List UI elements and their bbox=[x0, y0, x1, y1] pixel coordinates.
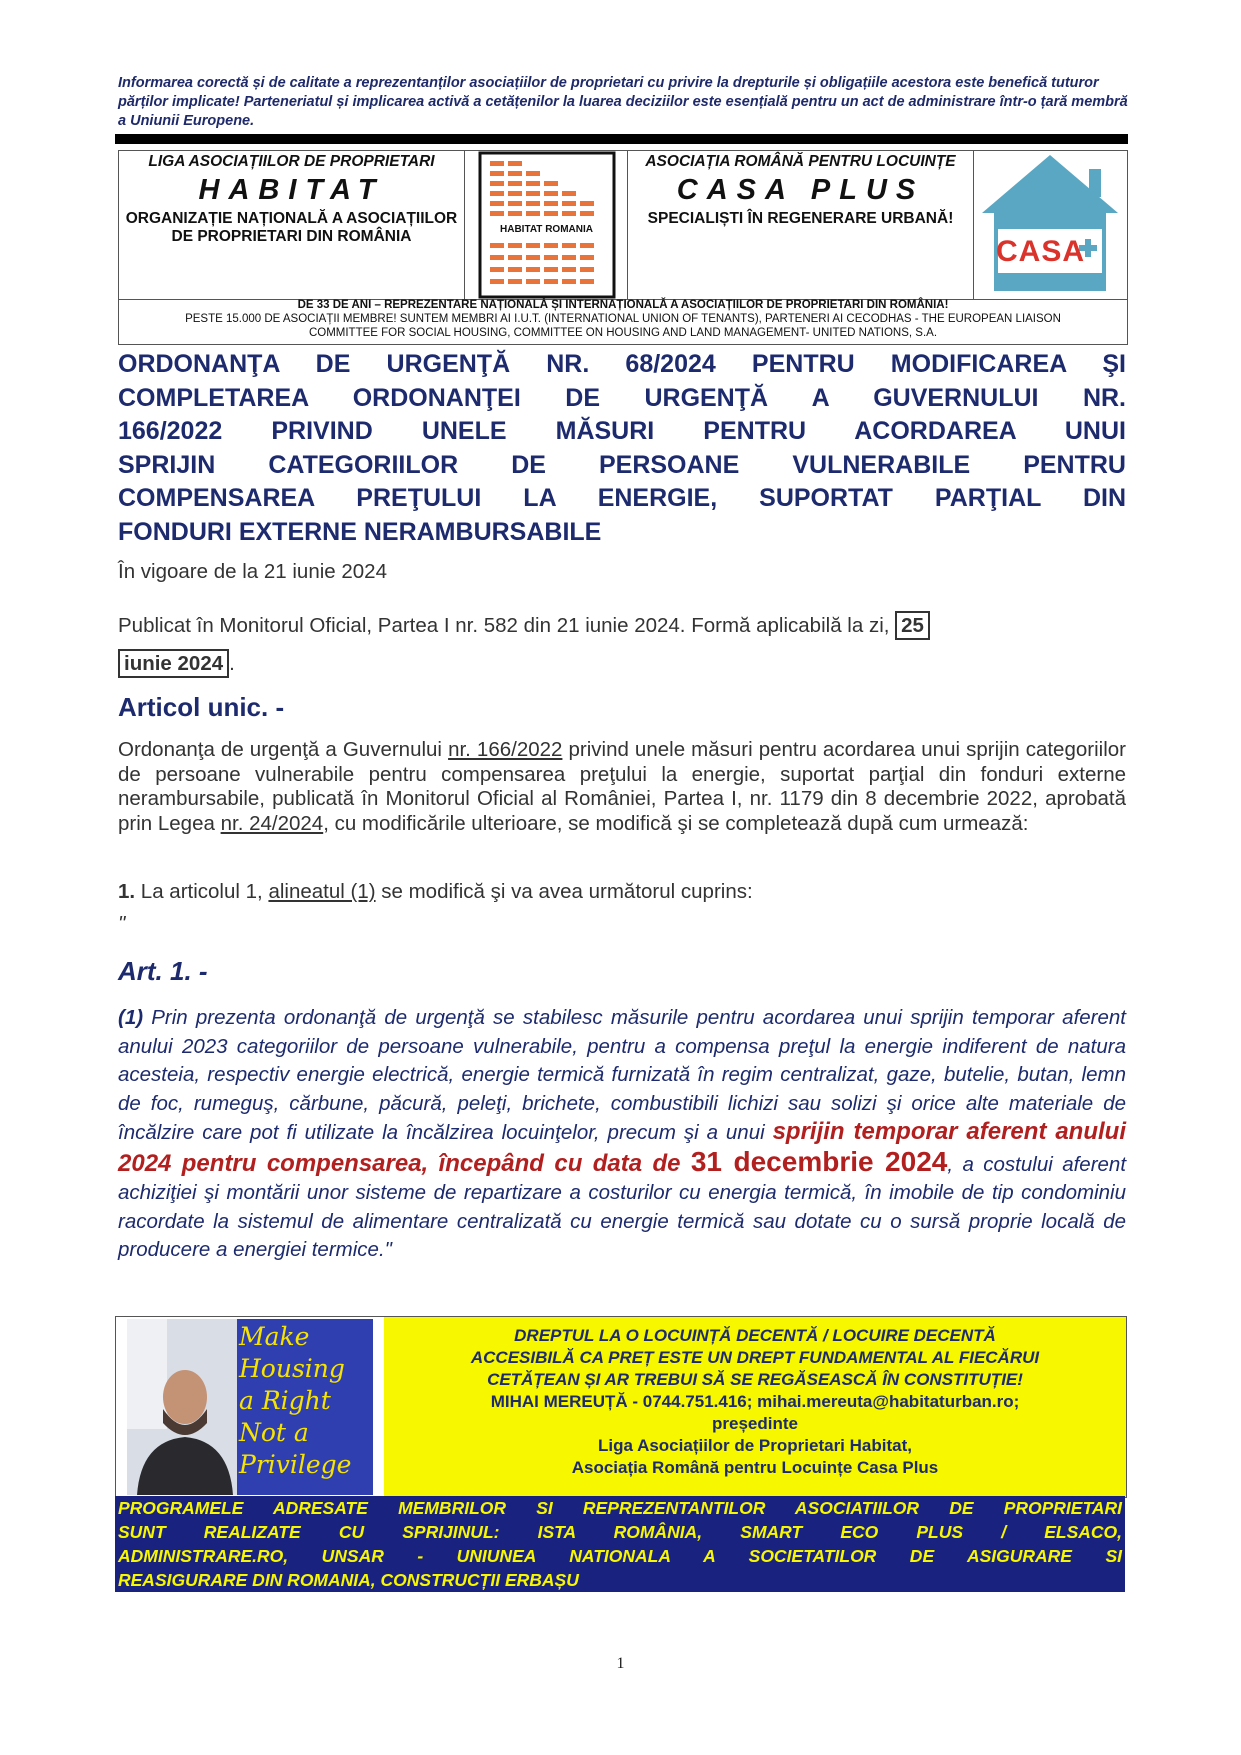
footer-box bbox=[115, 1316, 1127, 1498]
header-box bbox=[118, 150, 1128, 300]
date-box-day: 25 bbox=[895, 611, 930, 640]
representation-banner bbox=[118, 298, 1128, 345]
art1-highlight: sprijin temporar aferent anului 2024 pentru compensarea, începând cu data de bbox=[118, 1118, 1126, 1177]
point-1 bbox=[118, 880, 753, 905]
photo-caption: Privilege bbox=[239, 1450, 352, 1479]
casaplus-logo bbox=[974, 151, 1127, 299]
article-body bbox=[118, 738, 1126, 836]
yellow-line: Liga Asociațiilor de Proprietari Habitat, bbox=[598, 1436, 912, 1455]
casaplus-sub: SPECIALIȘTI ÎN REGENERARE URBANĂ! bbox=[647, 210, 954, 227]
housing-right-box bbox=[384, 1317, 1126, 1497]
page-number: 1 bbox=[616, 1655, 625, 1672]
article-text: Ordonanţa de urgenţă a Guvernului bbox=[118, 738, 449, 761]
yellow-line: Asociația Română pentru Locuințe Casa Plus bbox=[571, 1458, 939, 1477]
photo-caption: Make bbox=[239, 1322, 310, 1351]
art1-body bbox=[118, 1004, 1126, 1265]
title-line: ORDONANŢA DE URGENŢĂ NR. 68/2024 PENTRU MODIFICAREA ŞI bbox=[118, 350, 1126, 378]
title-line: FONDURI EXTERNE NERAMBURSABILE bbox=[118, 517, 602, 546]
person-photo-icon bbox=[127, 1319, 237, 1495]
photo-caption: a Right bbox=[239, 1386, 331, 1415]
casaplus-line1: ASOCIAȚIA ROMÂNĂ PENTRU LOCUINȚE bbox=[645, 153, 956, 170]
art1-text: , a costului aferent achiziţiei şi montării unor sisteme de repartizare a costurilor cu energia termică, în imobile de tip condominiu racordate la sistemul de alimentare centralizată cu energie termică sau dotate cu o sursă proprie locală de producere a energiei termice." bbox=[118, 1152, 1127, 1261]
article-heading: Articol unic. - bbox=[118, 692, 285, 722]
yellow-line: CETĂȚEAN ȘI AR TREBUI SĂ SE REGĂSEASCĂ ÎN CONSTITUȚIE! bbox=[487, 1370, 1023, 1389]
title-line: SPRIJIN CATEGORIILOR DE PERSOANE VULNERABILE PENTRU bbox=[118, 450, 1126, 479]
banner-bold: DE 33 DE ANI – REPREZENTARE NAȚIONALĂ ȘI INTERNAȚIONALĂ A ASOCIAȚIILOR DE PROPRIETARI DIN ROMÂNIA! bbox=[297, 299, 949, 311]
campaign-photo bbox=[127, 1319, 373, 1495]
intro-note: Informarea corectă și de calitate a reprezentanților asociațiilor de proprietari cu privire la drepturile și obligațiile acestora este benefică tuturor părților implicate! Parteneriatul și implicarea activă a cetățenilor la luarea deciziilor este esențială pentru un act de administrare într-o țară membră a Uniunii Europene. bbox=[118, 75, 1128, 129]
title-line: 166/2022 PRIVIND UNELE MĂSURI PENTRU ACORDAREA UNUI bbox=[118, 417, 1126, 445]
point-number: 1. bbox=[118, 880, 136, 903]
yellow-line: președinte bbox=[712, 1414, 798, 1433]
paragraph-link[interactable]: alineatul (1) bbox=[268, 880, 376, 903]
sponsors-box bbox=[115, 1496, 1125, 1592]
point-text: La articolul 1, bbox=[135, 880, 269, 903]
law-link-24[interactable]: nr. 24/2024 bbox=[220, 811, 324, 835]
quote-mark: " bbox=[118, 912, 126, 935]
date-box-month: iunie 2024 bbox=[118, 649, 229, 678]
casaplus-name: CASA PLUS bbox=[676, 174, 925, 206]
banner-line2: PESTE 15.000 DE ASOCIAȚII MEMBRE! SUNTEM MEMBRI AI I.U.T. (INTERNATIONAL UNION OF TENANTS), PARTENERI AI CECODHAS - THE EUROPEAN LIAISON bbox=[185, 313, 1061, 325]
contact-line[interactable]: MIHAI MEREUȚĂ - 0744.751.416; mihai.mereuta@habitaturban.ro; bbox=[490, 1392, 1020, 1411]
banner-line3: COMMITTEE FOR SOCIAL HOUSING, COMMITTEE ON HOUSING AND LAND MANAGEMENT- UNITED NATIONS, S.A. bbox=[308, 327, 938, 339]
habitat-line1: LIGA ASOCIAȚIILOR DE PROPRIETARI bbox=[148, 153, 435, 170]
art1-text: Prin prezenta ordonanţă de urgenţă se stabilesc măsurile pentru acordarea unui sprijin temporar aferent anului 2023 categoriilor de persoane vulnerabile, pentru a compensa preţul la energie indiferent de natura acesteia, respectiv energie electrică, energie termică furnizată în regim centralizat, gaze, butelie, butan, lemn de foc, rumeguş, cărbune, păcură, peleţi, brichete, combustibili lichizi sau solizi şi orice alte materiale de încălzire care pot fi utilizate la încălzirea locuinţelor, precum şi a unui bbox=[118, 1006, 1126, 1144]
art1-highlight-date: 31 decembrie 2024 bbox=[690, 1145, 948, 1177]
top-divider bbox=[115, 134, 1128, 144]
publication-text: Publicat în Monitorul Oficial, Partea I nr. 582 din 21 iunie 2024. Formă aplicabilă la zi, bbox=[118, 614, 890, 637]
photo-caption: Housing bbox=[239, 1354, 345, 1383]
habitat-logo-text: HABITAT ROMANIA bbox=[500, 224, 593, 235]
law-link-166[interactable]: nr. 166/2022 bbox=[448, 738, 563, 761]
yellow-line: ACCESIBILĂ CA PREȚ ESTE UN DREPT FUNDAMENTAL AL FIECĂRUI bbox=[470, 1348, 1040, 1367]
habitat-sub: ORGANIZAȚIE NAȚIONALĂ A ASOCIAȚIILOR DE PROPRIETARI DIN ROMÂNIA bbox=[125, 210, 458, 245]
in-force-date: În vigoare de la 21 iunie 2024 bbox=[118, 560, 387, 583]
habitat-logo bbox=[465, 151, 628, 299]
casaplus-panel bbox=[628, 151, 974, 299]
yellow-line: DREPTUL LA O LOCUINȚĂ DECENTĂ / LOCUIRE DECENTĂ bbox=[514, 1326, 996, 1345]
sponsor-line: REASIGURARE DIN ROMANIA, CONSTRUCȚII ERBAȘU bbox=[118, 1570, 579, 1590]
photo-caption: Not a bbox=[239, 1418, 309, 1447]
title-line: COMPLETAREA ORDONANŢEI DE URGENŢĂ A GUVERNULUI NR. bbox=[118, 383, 1126, 412]
document-title bbox=[118, 348, 1126, 549]
art1-heading: Art. 1. - bbox=[118, 956, 208, 986]
habitat-panel bbox=[119, 151, 465, 299]
casa-logo-text: CASA bbox=[996, 235, 1086, 268]
title-line: COMPENSAREA PREŢULUI LA ENERGIE, SUPORTAT PARŢIAL DIN bbox=[118, 484, 1126, 512]
point-text: se modifică şi va avea următorul cuprins: bbox=[375, 880, 753, 903]
publication-info: Publicat în Monitorul Oficial, Partea I nr. 582 din 21 iunie 2024. Formă aplicabilă la zi, 25 iunie 2024 . bbox=[118, 607, 1126, 683]
sponsor-line: PROGRAMELE ADRESATE MEMBRILOR SI REPREZENTANTILOR ASOCIATIILOR DE PROPRIETARI bbox=[118, 1498, 1122, 1518]
article-text: privind unele măsuri pentru acordarea unui sprijin categoriilor de persoane vulnerabile pentru compensarea preţului la energie, suportat parţial din fonduri externe nerambursabile, publicată în Monitorul Oficial al României, Partea I, nr. 1179 din 8 decembrie 2022, aprobată prin Legea bbox=[118, 738, 1126, 835]
sponsor-line: SUNT REALIZATE CU SPRIJINUL: ISTA ROMÂNIA, SMART ECO PLUS / ELSACO, bbox=[118, 1522, 1122, 1542]
sponsor-line: ADMINISTRARE.RO, UNSAR - UNIUNEA NATIONALA A SOCIETATILOR DE ASIGURARE SI bbox=[118, 1546, 1122, 1566]
habitat-name: HABITAT bbox=[198, 174, 385, 206]
art1-number: (1) bbox=[118, 1006, 144, 1029]
house-logo-icon bbox=[974, 151, 1127, 299]
article-text: , cu modificările ulterioare, se modifică şi se completează după cum urmează: bbox=[323, 811, 1029, 835]
